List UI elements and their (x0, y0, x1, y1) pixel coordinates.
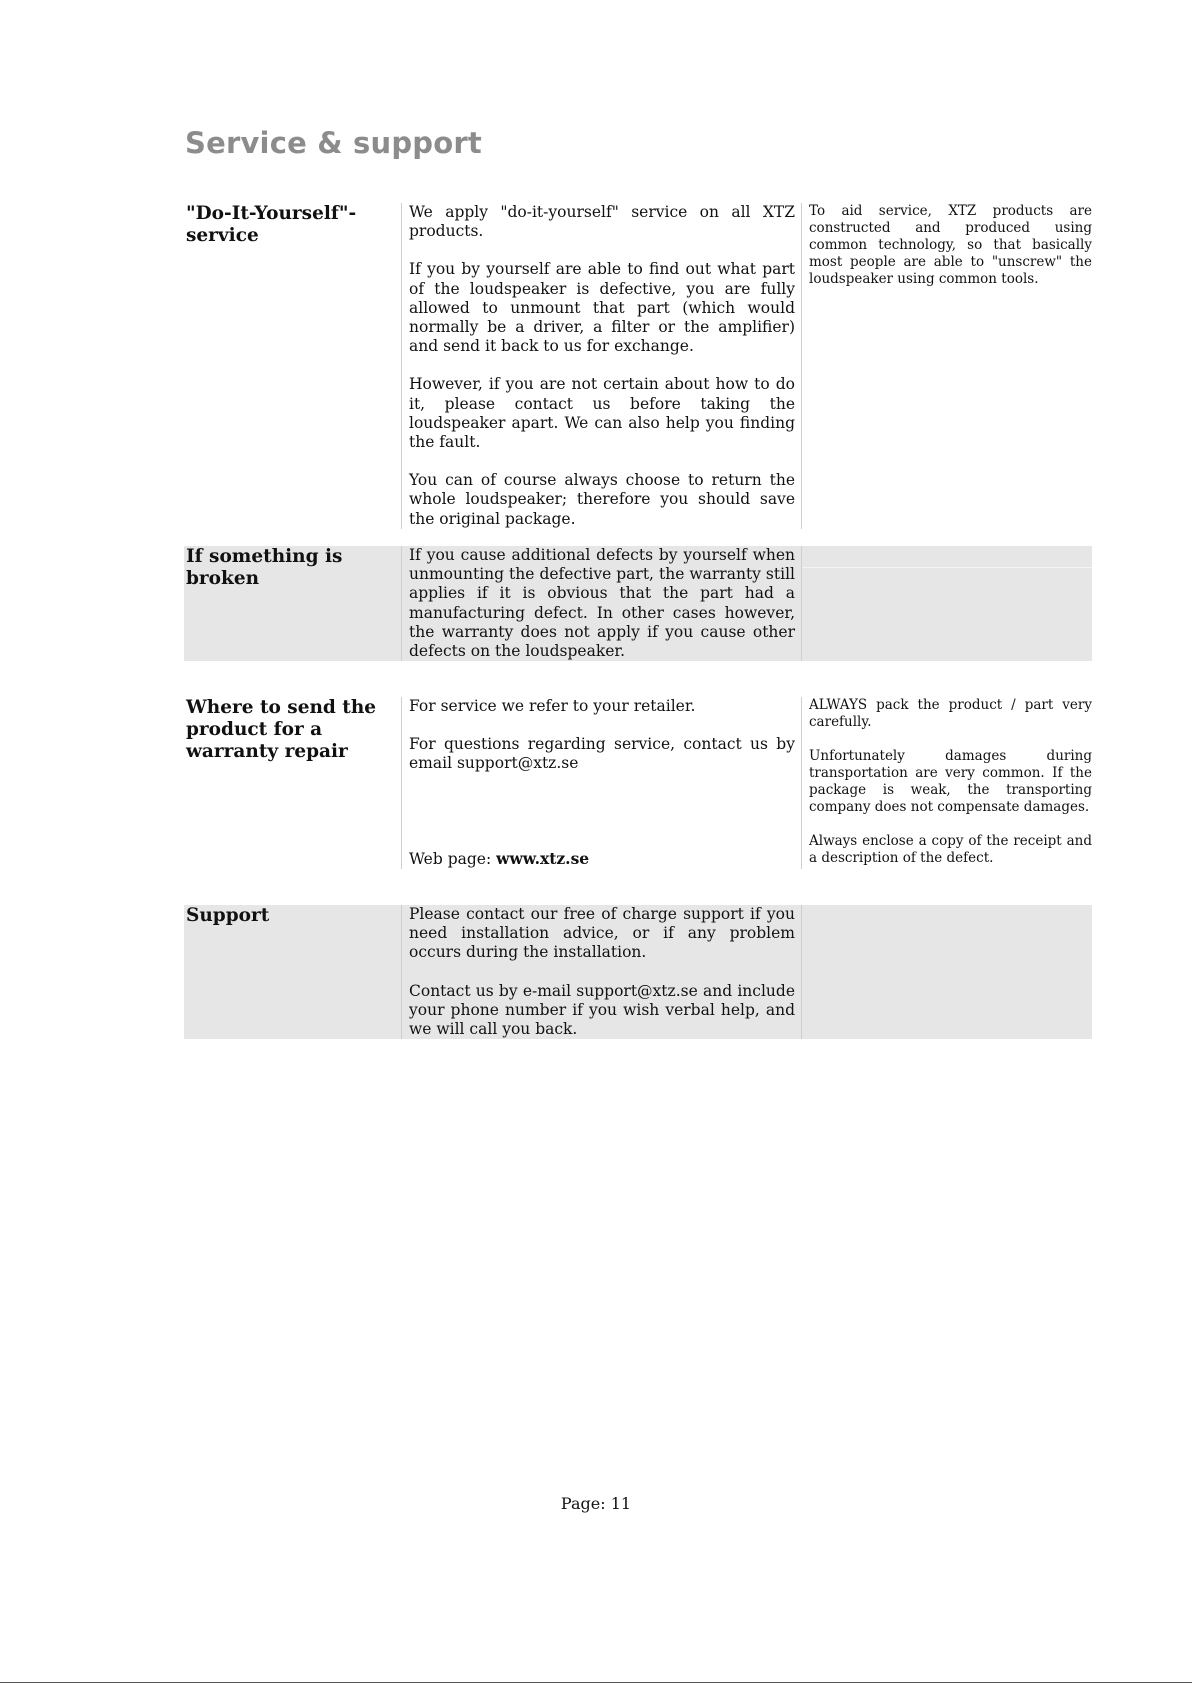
paragraph: If you by yourself are able to find out what part of the loudspeaker is defective, you are fully allowed to unmount that part (which would normally be a driver, a filter or the amplifier) and send it back to us for exchange. (409, 260, 795, 356)
section-heading-cell (184, 905, 401, 1039)
section-heading-cell (184, 546, 401, 661)
paragraph: For service we refer to your retailer. (409, 697, 696, 715)
section-side-note (802, 546, 1092, 661)
web-page-label: Web page: (409, 849, 497, 868)
section-heading-cell (184, 203, 401, 529)
web-page-line (409, 849, 795, 869)
paragraph: If you cause additional defects by yourself when unmounting the defective part, the warranty still applies if it is obvious that the part had a manufacturing defect. In other cases however, the warranty does not apply if you cause other defects on the loudspeaker. (409, 546, 795, 661)
section-side-note (802, 697, 1092, 869)
paragraph: For questions regarding service, contact us by email support@xtz.se (409, 735, 795, 773)
section-main-text (401, 697, 802, 869)
section-main-text (401, 905, 802, 1039)
web-page-link[interactable]: www.xtz.se (496, 848, 590, 868)
section-heading: If something is broken (186, 546, 343, 589)
paragraph: However, if you are not certain about how to do it, please contact us before taking the loudspeaker apart. We can also help you finding the fault. (409, 375, 795, 452)
section-if-broken (184, 546, 1092, 661)
section-diy-service (184, 203, 1092, 529)
side-paragraph: Unfortunately damages during transportation are very common. If the package is weak, the transporting company does not compensate damages. (809, 748, 1092, 815)
paragraph: Please contact our free of charge support if you need installation advice, or if any problem occurs during the installation. (409, 905, 795, 962)
side-divider (802, 546, 1092, 568)
side-paragraph: Always enclose a copy of the receipt and a description of the defect. (809, 833, 1092, 866)
section-heading: Where to send the product for a warranty repair (186, 697, 377, 762)
paragraph: Contact us by e-mail support@xtz.se and include your phone number if you wish verbal help, and we will call you back. (409, 981, 795, 1039)
side-paragraph: ALWAYS pack the product / part very carefully. (809, 697, 1092, 730)
section-side-note (802, 203, 1092, 529)
section-heading: "Do-It-Yourself"-service (186, 203, 357, 246)
side-paragraph: To aid service, XTZ products are constructed and produced using common technology, so that basically most people are able to "unscrew" the loudspeaker using common tools. (809, 203, 1092, 287)
section-main-text (401, 203, 802, 529)
section-support (184, 905, 1092, 1039)
paragraph: You can of course always choose to return the whole loudspeaker; therefore you should save the original package. (409, 471, 795, 528)
page-number: Page: 11 (560, 1494, 632, 1513)
page-bottom-rule (0, 1682, 1192, 1683)
paragraph: We apply "do-it-yourself" service on all XTZ products. (409, 203, 795, 241)
section-main-text (401, 546, 802, 661)
section-heading: Support (186, 905, 270, 926)
page-title: Service & support (185, 126, 482, 160)
section-heading-cell (184, 697, 401, 869)
section-side-note (802, 905, 1092, 1039)
section-where-to-send (184, 697, 1092, 869)
